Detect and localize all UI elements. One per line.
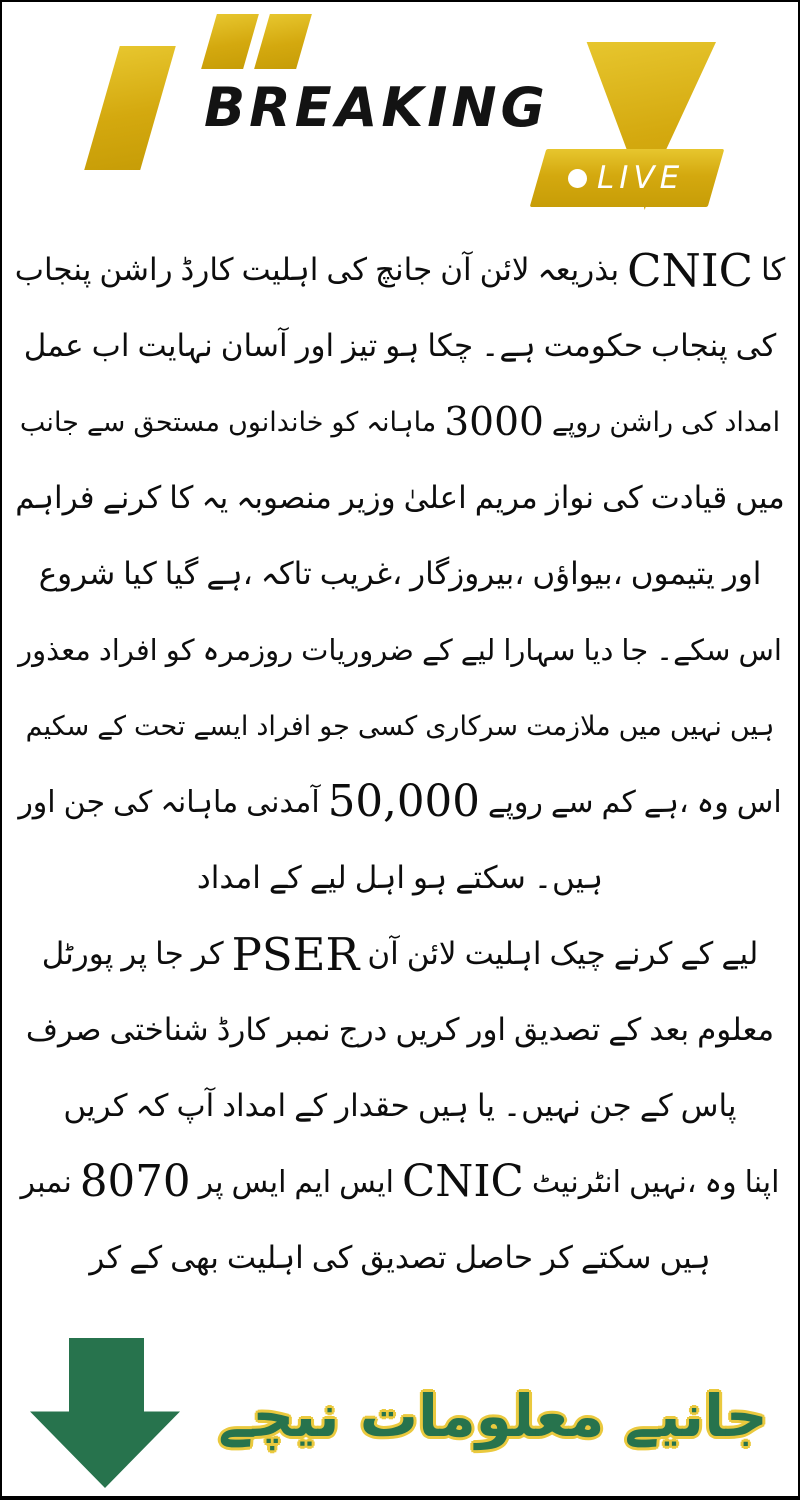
article-line: امداد کے لیے اہل ہو سکتے ہیں۔ (196, 860, 604, 896)
article-line: فراہم کرنے کا یہ منصوبہ وزیر اعلیٰ مریم نواز کی قیادت میں (15, 480, 785, 516)
down-arrow-icon (30, 1338, 180, 1488)
live-badge-content (538, 149, 716, 207)
live-dot-icon (568, 169, 587, 188)
gold-quote-shape (201, 14, 259, 69)
gold-bar-shape (84, 46, 176, 170)
live-label: LIVE (597, 159, 685, 196)
article-line: جانب سے مستحق خاندانوں کو ماہانہ 3000 روپے راشن کی امداد (19, 399, 781, 445)
article-line: شروع کیا گیا ہے، تاکہ غریب، بیروزگار، بیواؤں، یتیموں اور (38, 556, 762, 592)
article-line: اور جن کی ماہانہ آمدنی 50,000 روپے سے کم ہے، وہ اس (18, 777, 782, 827)
article-line: کریں کہ آپ امداد کے حقدار ہیں یا نہیں۔ جن کے پاس (63, 1088, 737, 1124)
gold-quote-shape (254, 14, 312, 69)
footer-note: جانیے معلومات نیچے (218, 1382, 768, 1450)
breaking-title: BREAKING (204, 76, 549, 139)
article-line: عمل اب نہایت آسان اور تیز ہو چکا ہے۔ حکومت پنجاب کی (23, 328, 777, 364)
article-line: پورٹل پر جا کر PSER آن لائن اہلیت چیک کرنے کے لیے (41, 927, 759, 981)
article-line: صرف شناختی کارڈ نمبر درج کریں اور تصدیق کے بعد معلوم (25, 1012, 775, 1048)
article-line: معذور افراد کو روزمرہ ضروریات کے لیے سہارا دیا جا سکے۔ اس (18, 633, 782, 667)
breaking-banner (2, 2, 800, 222)
live-badge (530, 149, 725, 207)
article-line: پنجاب راشن کارڈ اہلیت کی جانچ آن لائن بذریعہ CNIC کا (14, 243, 786, 297)
article-line: کر کے بھی اہلیت کی تصدیق حاصل کر سکتے ہیں (89, 1240, 711, 1276)
article-line: نمبر 8070 پر ایس ایم ایس CNIC انٹرنیٹ نہیں، وہ اپنا (20, 1157, 780, 1207)
article-line: سکیم کے تحت ایسے افراد جو کسی سرکاری ملازمت میں نہیں ہیں (25, 710, 775, 742)
article-text (14, 232, 786, 1296)
